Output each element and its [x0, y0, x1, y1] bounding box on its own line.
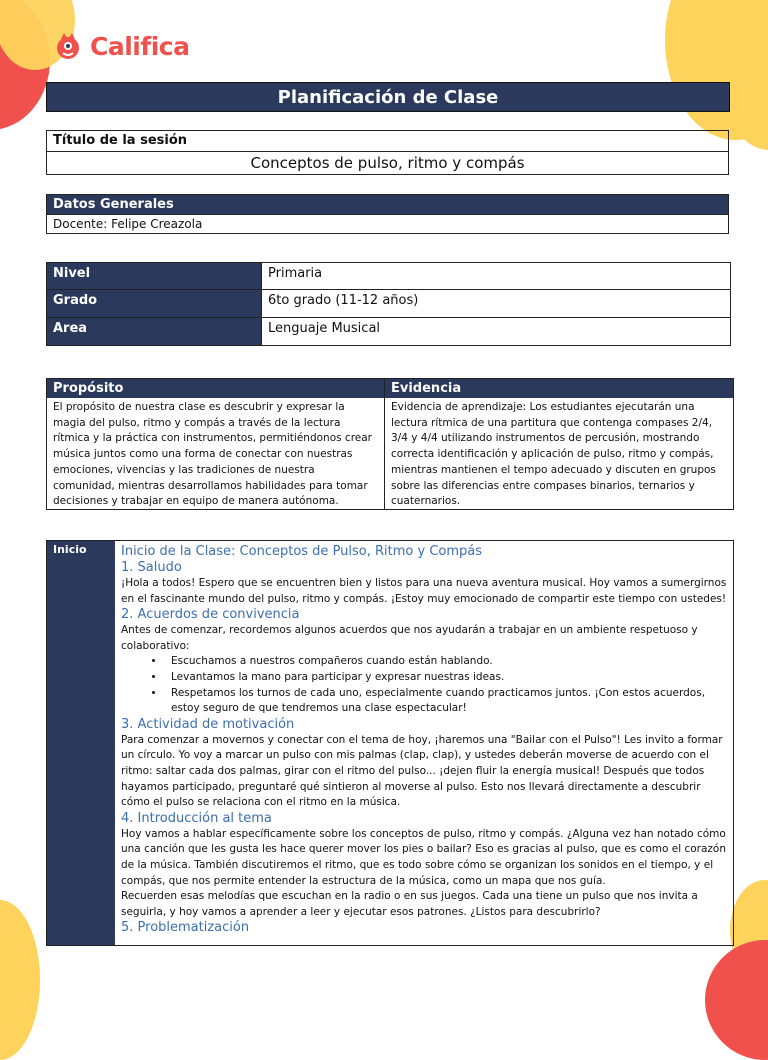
introduccion-text-1: Hoy vamos a hablar específicamente sobre los conceptos de pulso, ritmo y compás. ¿Alguna vez han notado cómo una canción que les gusta les hace querer mover los pies o bailar? Eso es gracias al pulso, que es como el corazón de la música. También discutiremos el ritmo, que es todo sobre cómo se organizan los sonidos en el tiempo, y el compás, que nos permite entender la estructura de la música, como un mapa que nos guía. — [121, 827, 727, 887]
califica-logo — [52, 26, 190, 66]
datos-generales-heading: Datos Generales — [46, 194, 729, 215]
info-label: Area — [46, 318, 262, 346]
page-title: Planificación de Clase — [46, 82, 730, 112]
info-table — [46, 262, 731, 348]
brand-name: Califica — [90, 31, 190, 61]
info-row-area — [46, 318, 731, 346]
decor-yellow-bottom-left — [0, 900, 40, 1060]
session-title-section — [46, 130, 729, 175]
datos-generales-section — [46, 194, 729, 234]
decor-pink-bottom-right — [705, 940, 768, 1060]
info-row-grado — [46, 290, 731, 318]
saludo-heading: 1. Saludo — [121, 560, 182, 575]
info-value: Primaria — [262, 262, 731, 290]
introduccion-text-2: Recuerden esas melodías que escuchan en la radio o en sus juegos. Cada una tiene un pulso que nos invita a seguirla, y hoy vamos a aprender a leer y ejecutar esos patrones. ¿Listos para descubrirlo? — [121, 890, 698, 918]
califica-mascot-icon — [52, 30, 84, 62]
evidencia-column — [385, 379, 733, 509]
info-row-nivel — [46, 262, 731, 290]
problematizacion-heading: 5. Problematización — [121, 920, 250, 936]
info-value: 6to grado (11-12 años) — [262, 290, 731, 318]
proposito-evidencia-table — [46, 378, 734, 510]
list-item: • Levantamos la mano para participar y expresar nuestras ideas. — [165, 670, 727, 686]
session-title-label: Título de la sesión — [46, 130, 729, 151]
session-title-value: Conceptos de pulso, ritmo y compás — [46, 151, 729, 175]
inicio-content — [115, 541, 733, 945]
info-label: Grado — [46, 290, 262, 318]
introduccion-heading: 4. Introducción al tema — [121, 810, 272, 826]
info-label: Nivel — [46, 262, 262, 290]
proposito-heading: Propósito — [47, 379, 384, 398]
inicio-main-heading: Inicio de la Clase: Conceptos de Pulso, Ritmo y Compás — [121, 544, 483, 559]
acuerdos-intro: Antes de comenzar, recordemos algunos acuerdos que nos ayudarán a trabajar en un ambiente respetuoso y colaborativo: — [121, 624, 698, 652]
inicio-section — [46, 540, 734, 946]
proposito-column — [47, 379, 385, 509]
motivacion-heading: 3. Actividad de motivación — [121, 716, 295, 732]
list-item: • Escuchamos a nuestros compañeros cuando están hablando. — [165, 654, 727, 670]
motivacion-text: Para comenzar a movernos y conectar con el tema de hoy, ¡haremos una "Bailar con el Pulso"! Les invito a formar un círculo. Yo voy a marcar un pulso con mis palmas (clap, clap), y ustedes deberán moverse de acuerdo con el ritmo: saltar cada dos palmas, girar con el ritmo del pulso... ¡dejen fluir la energía musical! Después que todos hayamos participado, preguntaré qué sintieron al moverse al pulso. Esto nos llevará directamente a descubrir cómo el pulso se relaciona con el ritmo en la música. — [121, 733, 723, 809]
evidencia-text: Evidencia de aprendizaje: Los estudiantes ejecutarán una lectura rítmica de una partitura que contenga compases 2/4, 3/4 y 4/4 utilizando instrumentos de percusión, mostrando correcta identificación y aplicación de pulso, ritmo y compás, mientras mantienen el tempo adecuado y discuten en grupos sobre las diferencias entre compases binarios, ternarios y cuaternarios. — [391, 401, 716, 508]
acuerdos-list — [121, 654, 727, 716]
info-value: Lenguaje Musical — [262, 318, 731, 346]
saludo-text: ¡Hola a todos! Espero que se encuentren bien y listos para una nueva aventura musical. Hoy vamos a sumergirnos en el fascinante mundo del pulso, ritmo y compás. ¡Estoy muy emocionado de compartir este tiempo con ustedes! — [121, 577, 727, 605]
inicio-side-label: Inicio — [47, 541, 115, 945]
docente-row: Docente: Felipe Creazola — [46, 215, 729, 234]
evidencia-heading: Evidencia — [385, 379, 733, 398]
acuerdos-heading: 2. Acuerdos de convivencia — [121, 607, 300, 623]
list-item: • Respetamos los turnos de cada uno, especialmente cuando practicamos juntos. ¡Con estos acuerdos, estoy seguro de que tendremos una clase espectacular! — [165, 686, 727, 717]
proposito-text: El propósito de nuestra clase es descubrir y expresar la magia del pulso, ritmo y compás a través de la lectura rítmica y la práctica con instrumentos, permitiéndonos crear música juntos como una forma de conectar con nuestras emociones, vivencias y las tradiciones de nuestra comunidad, mientras desarrollamos habilidades para tomar decisiones y trabajar en equipo de manera autónoma. — [53, 401, 372, 508]
